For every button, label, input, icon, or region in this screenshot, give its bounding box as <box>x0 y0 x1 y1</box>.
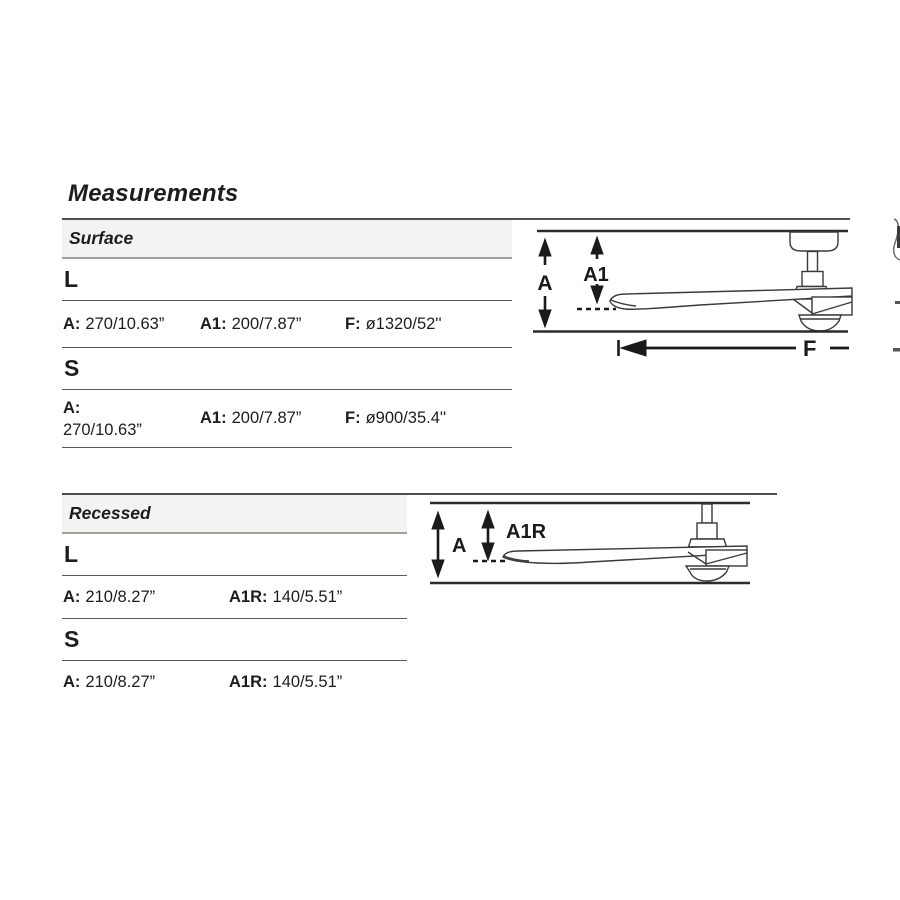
surface-s-measurements-row <box>62 390 512 448</box>
measurement-a1-value: 200/7.87” <box>231 314 302 333</box>
size-label-s: S <box>64 355 80 381</box>
surface-section-header <box>62 220 512 259</box>
recessed-size-s-row <box>62 619 407 661</box>
measurement-f <box>344 315 442 334</box>
measurement-a1 <box>199 409 344 428</box>
fan-canopy <box>790 232 838 251</box>
measurement-a <box>62 588 228 607</box>
dimension-arrow-a <box>432 512 466 577</box>
fan-downrod <box>702 504 712 523</box>
recessed-s-measurements-row <box>62 661 407 704</box>
measurement-a1-label: A1: <box>200 314 227 333</box>
fan-light-kit <box>686 566 729 581</box>
measurement-a1-value: 200/7.87” <box>231 409 302 427</box>
recessed-size-l-row <box>62 534 407 576</box>
recessed-section-header <box>62 495 407 534</box>
fan-motor <box>697 523 717 539</box>
surface-size-s-row <box>62 348 512 390</box>
measurement-a-value: 210/8.27” <box>85 673 156 691</box>
surface-section-title: Surface <box>69 228 134 248</box>
page-title: Measurements <box>68 180 239 207</box>
recessed-fan-diagram <box>420 495 780 595</box>
surface-table <box>62 220 512 448</box>
dimension-arrow-a <box>537 239 552 327</box>
measurement-f-value: ø1320/52'' <box>365 314 442 333</box>
measurement-a <box>62 673 228 692</box>
measurement-a-label: A: <box>63 587 81 606</box>
measurement-a1r-label: A1R: <box>229 673 268 691</box>
clipped-artifact <box>893 219 900 352</box>
measurement-a1r-label: A1R: <box>229 587 268 606</box>
measurement-a-value: 270/10.63” <box>85 314 165 333</box>
measurement-a <box>62 315 199 334</box>
measurement-f-value: ø900/35.4'' <box>365 409 447 427</box>
size-label-s: S <box>64 626 80 652</box>
dimension-label-a: A <box>452 535 467 557</box>
size-label-l: L <box>64 541 79 567</box>
measurement-f <box>344 409 446 428</box>
measurement-a <box>62 397 199 441</box>
measurement-a1-label: A1: <box>200 409 227 427</box>
fan-light-kit <box>799 315 841 331</box>
measurement-a-value: 210/8.27” <box>85 587 156 606</box>
dimension-label-a1r: A1R <box>506 521 547 543</box>
recessed-table <box>62 495 407 704</box>
recessed-l-measurements-row <box>62 576 407 619</box>
fan-downrod <box>808 252 818 272</box>
size-label-l: L <box>64 266 79 292</box>
measurement-a1r <box>228 588 342 607</box>
measurement-a1r-value: 140/5.51” <box>272 673 343 691</box>
dimension-label-f: F <box>803 336 817 361</box>
dimension-label-a1: A1 <box>583 264 609 286</box>
surface-l-measurements-row <box>62 301 512 348</box>
measurement-f-label: F: <box>345 314 361 333</box>
surface-size-l-row <box>62 259 512 301</box>
measurement-a-label: A: <box>63 398 81 417</box>
measurement-a1r-value: 140/5.51” <box>272 587 343 606</box>
measurement-a1r <box>228 673 342 692</box>
fan-motor <box>802 272 823 287</box>
dimension-arrow-a1 <box>583 237 609 303</box>
fan-blade-cross <box>793 299 812 313</box>
measurement-a-label: A: <box>63 673 81 691</box>
dimension-label-a: A <box>537 272 553 295</box>
f-dimension-arrow <box>619 336 850 361</box>
fan-side-view <box>610 232 852 331</box>
measurement-f-label: F: <box>345 409 361 427</box>
measurement-a-value: 270/10.63” <box>63 420 142 439</box>
surface-fan-diagram <box>520 210 900 360</box>
measurement-a1 <box>199 315 344 334</box>
recessed-section-title: Recessed <box>69 503 151 523</box>
measurement-a-label: A: <box>63 314 81 333</box>
fan-motor-flange <box>689 539 727 547</box>
